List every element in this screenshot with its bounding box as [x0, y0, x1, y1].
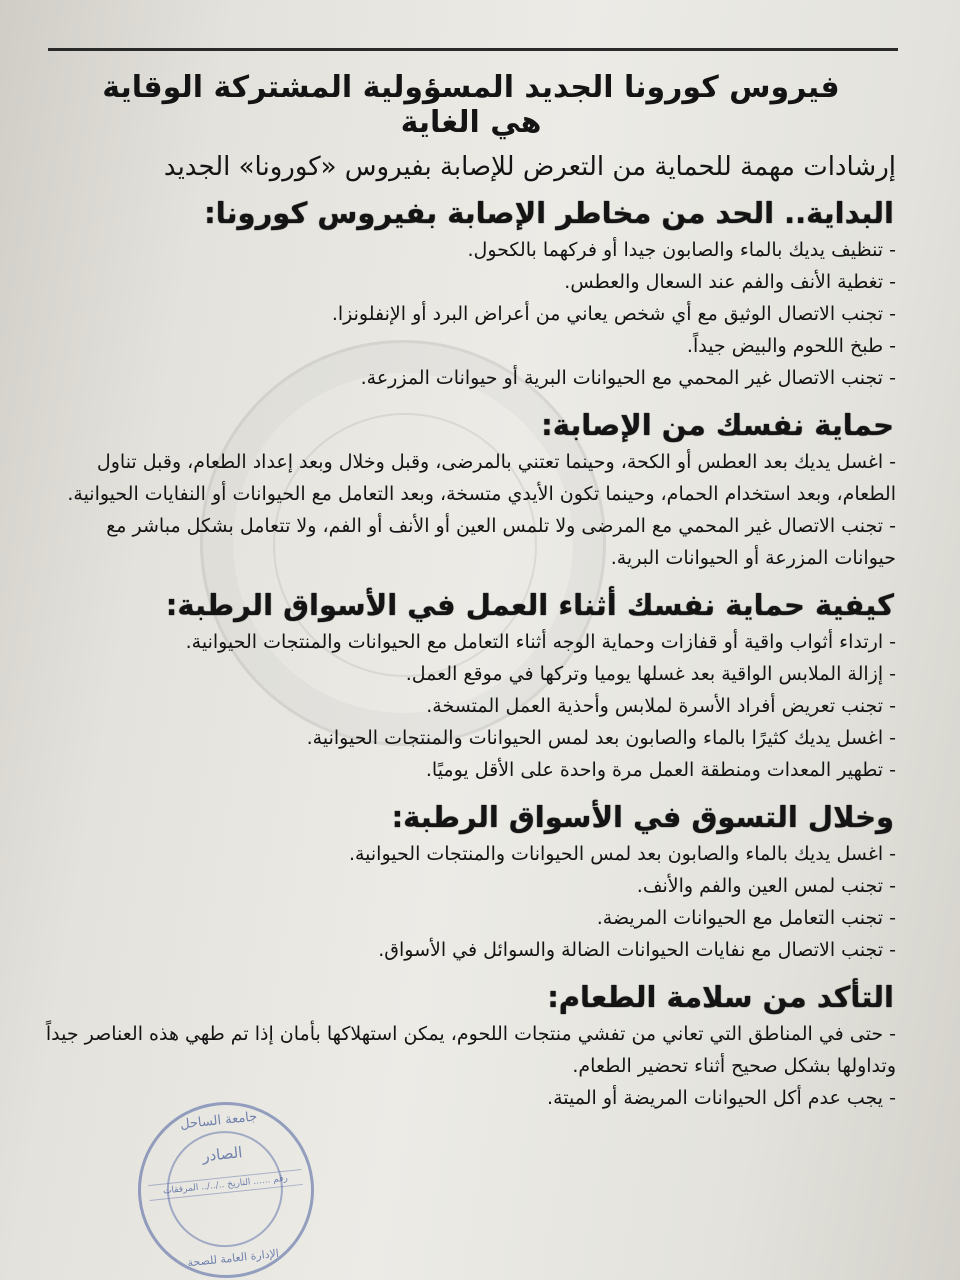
- section-wet-markets-shopping: [40, 800, 902, 966]
- official-stamp: [129, 1093, 322, 1280]
- list-item: - طبخ اللحوم والبيض جيداً.: [686, 335, 896, 357]
- list-item: - تجنب تعريض أفراد الأسرة لملابس وأحذية العمل المتسخة.: [426, 695, 896, 717]
- section-heading: التأكد من سلامة الطعام:: [547, 980, 894, 1014]
- list-item: - تجنب الاتصال مع نفايات الحيوانات الضالة والسوائل في الأسواق.: [378, 939, 896, 961]
- list-item: - تنظيف يديك بالماء والصابون جيدا أو فركهما بالكحول.: [467, 239, 896, 261]
- section-heading: البداية.. الحد من مخاطر الإصابة بفيروس كورونا:: [204, 196, 894, 230]
- section-wet-markets-work: [40, 588, 902, 786]
- list-item: - ارتداء أثواب واقية أو قفازات وحماية الوجه أثناء التعامل مع الحيوانات والمنتجات الحيوانية.: [185, 631, 896, 653]
- document-content: [40, 64, 902, 1114]
- list-item: - تجنب التعامل مع الحيوانات المريضة.: [596, 907, 896, 929]
- section-food-safety: [40, 980, 902, 1114]
- list-item: - تجنب الاتصال غير المحمي مع المرضى ولا تلمس العين أو الأنف أو الفم، ولا تتعامل بشكل مباشر مع حيوانات المزرعة أو الحيوانات البرية.: [106, 515, 896, 569]
- section-heading: حماية نفسك من الإصابة:: [541, 408, 894, 442]
- section-risk-reduction: [40, 196, 902, 394]
- list-item: - تجنب لمس العين والفم والأنف.: [636, 875, 896, 897]
- list-item: - يجب عدم أكل الحيوانات المريضة أو الميتة.: [547, 1087, 896, 1109]
- top-rule: [48, 48, 898, 51]
- stamp-bottom-text: الإدارة العامة للصحة: [186, 1246, 280, 1270]
- list-item: - تجنب الاتصال الوثيق مع أي شخص يعاني من أعراض البرد أو الإنفلونزا.: [331, 303, 896, 325]
- section-heading: وخلال التسوق في الأسواق الرطبة:: [391, 800, 894, 834]
- stamp-date-line: رقم ...... التاريخ ../../.. المرفقات: [148, 1169, 303, 1201]
- section-self-protection: [40, 408, 902, 574]
- document-subtitle: إرشادات مهمة للحماية من التعرض للإصابة بفيروس «كورونا» الجديد: [163, 152, 896, 182]
- list-item: - تغطية الأنف والفم عند السعال والعطس.: [564, 271, 896, 293]
- list-item: - تطهير المعدات ومنطقة العمل مرة واحدة على الأقل يوميًا.: [425, 759, 896, 781]
- section-heading: كيفية حماية نفسك أثناء العمل في الأسواق الرطبة:: [165, 588, 894, 622]
- list-item: - اغسل يديك كثيرًا بالماء والصابون بعد لمس الحيوانات والمنتجات الحيوانية.: [306, 727, 896, 749]
- list-item: - اغسل يديك بالماء والصابون بعد لمس الحيوانات والمنتجات الحيوانية.: [348, 843, 896, 865]
- list-item: - إزالة الملابس الواقية بعد غسلها يوميا وتركها في موقع العمل.: [405, 663, 896, 685]
- stamp-top-text: جامعة الساحل: [179, 1109, 258, 1133]
- list-item: - حتى في المناطق التي تعاني من تفشي منتجات اللحوم، يمكن استهلاكها بأمان إذا تم طهي هذه العناصر جيداً وتداولها بشكل صحيح أثناء تحضير الطعام.: [45, 1023, 896, 1077]
- stamp-middle-text: الصادر: [201, 1143, 244, 1166]
- document-title: فيروس كورونا الجديد المسؤولية المشتركة الوقاية هي الغاية: [102, 70, 840, 140]
- list-item: - اغسل يديك بعد العطس أو الكحة، وحينما تعتني بالمرضى، وقبل وخلال وبعد إعداد الطعام، وقبل تناول الطعام، وبعد استخدام الحمام، وحينما تكون الأيدي متسخة، وبعد التعامل مع الحيوانات أو النفايات الحيوانية.: [67, 451, 896, 505]
- list-item: - تجنب الاتصال غير المحمي مع الحيوانات البرية أو حيوانات المزرعة.: [360, 367, 896, 389]
